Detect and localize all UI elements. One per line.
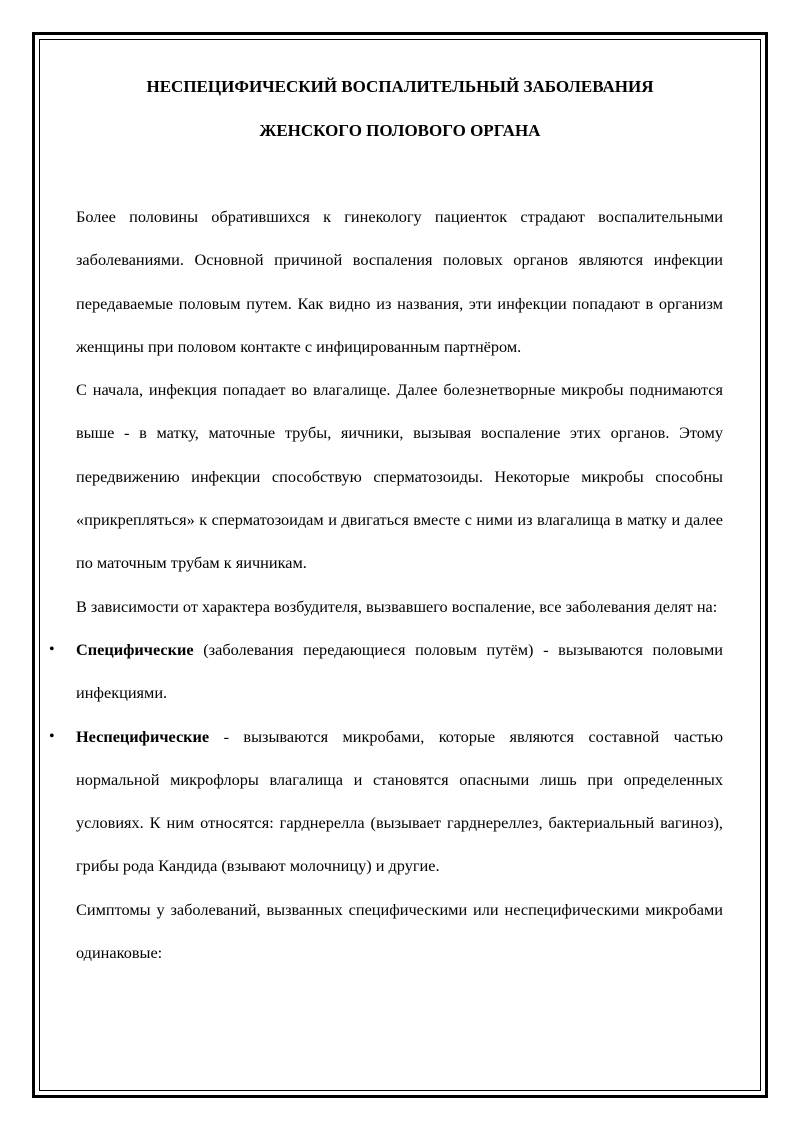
bullet-item [49, 628, 723, 715]
bullet-text: (заболевания передающиеся половым путём) - вызываются половыми инфекциями. [76, 639, 723, 703]
paragraph: С начала, инфекция попадает во влагалище. Далее болезнетворные микробы поднимаются выше - в матку, маточные трубы, яичники, вызывая воспаление этих органов. Этому передвижению инфекции способствую сперматозоиды. Некоторые микробы способны «прикрепляться» к сперматозоидам и двигаться вместе с ними из влагалища в матку и далее по маточным трубам к яичникам. [76, 380, 723, 573]
bullet-item [49, 715, 723, 888]
document-title-line-1: НЕСПЕЦИФИЧЕСКИЙ ВОСПАЛИТЕЛЬНЫЙ ЗАБОЛЕВАНИЯ [146, 77, 654, 96]
document-body [49, 195, 723, 974]
bullet-marker: • [49, 727, 55, 745]
bullet-text: - вызываются микробами, которые являются составной частью нормальной микрофлоры влагалища и становятся опасными лишь при определенных условиях. К ним относятся: гарднерелла (вызывает гарднереллез, бактериальный вагиноз), грибы рода Кандида (взывают молочницу) и другие. [76, 726, 723, 876]
bullet-term: Неспецифические [76, 726, 210, 746]
document-title-line-2: ЖЕНСКОГО ПОЛОВОГО ОРГАНА [259, 121, 541, 140]
paragraph: Более половины обратившихся к гинекологу пациенток страдают воспалительными заболеваниями. Основной причиной воспаления половых органов являются инфекции передаваемые половым путем. Как видно из названия, эти инфекции попадают в организм женщины при половом контакте с инфицированным партнёром. [76, 207, 723, 356]
bullet-marker: • [49, 640, 55, 658]
paragraph: Симптомы у заболеваний, вызванных специфическими или неспецифическими микробами одинаковые: [76, 899, 723, 963]
paragraph: В зависимости от характера возбудителя, вызвавшего воспаление, все заболевания делят на: [76, 596, 718, 616]
bullet-term: Специфические [76, 639, 194, 659]
